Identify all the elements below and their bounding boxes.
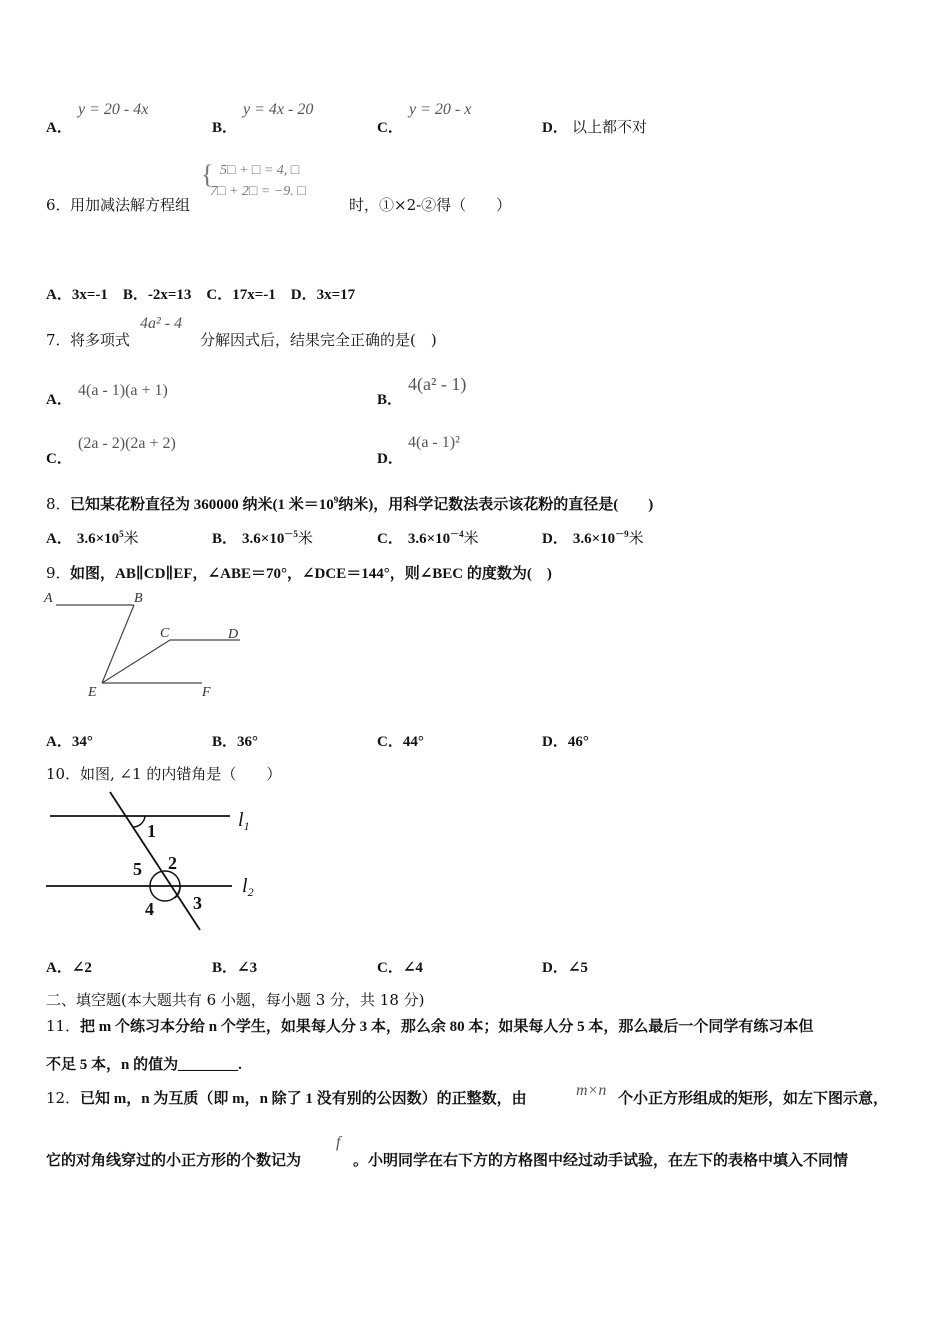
q7-option-c-label: C． <box>46 451 72 467</box>
q7-option-d-label: D． <box>377 451 403 467</box>
q12-line-2-post: 。小明同学在右下方的方格图中经过动手试验，在左下的表格中填入不同情 <box>353 1153 849 1169</box>
q6-stem-pre: 用加减法解方程组 <box>70 196 191 214</box>
angle-label-5: 5 <box>133 859 142 879</box>
q5-option-d-label: D． <box>542 120 568 136</box>
angle-1-arc <box>133 816 145 827</box>
q7-option-b-expr: 4(a² - 1) <box>408 374 467 394</box>
q7-option-c-expr: (2a - 2)(2a + 2) <box>78 435 176 452</box>
q11-line-2: 不足 5 本，n 的值为________. <box>46 1057 242 1073</box>
line-label-l2: $l_2$ <box>242 875 254 899</box>
q5-option-d-text: 以上都不对 <box>572 118 648 136</box>
q11-number: 11． <box>46 1017 81 1035</box>
line-be <box>102 605 134 683</box>
label-c: C <box>160 626 170 641</box>
transversal <box>110 792 200 930</box>
q5-option-c-expr: y = 20 - x <box>409 101 472 118</box>
q9-option-a: A．34° <box>46 734 93 750</box>
q8-option-d: D． $3.6\times 10^{-9}$米 <box>542 529 644 547</box>
q9-option-c: C．44° <box>377 734 424 750</box>
section-2-heading: 二、填空题(本大题共有 6 小题，每小题 3 分，共 18 分) <box>46 991 425 1009</box>
q11-line-1: 把 m 个练习本分给 n 个学生，如果每人分 3 本，那么余 80 本；如果每人分 5 本，那么最后一个同学有练习本但 <box>80 1019 814 1035</box>
q7-stem-post: 分解因式后，结果完全正确的是( ) <box>200 331 437 349</box>
q7-option-d-expr: 4(a - 1)² <box>408 434 460 451</box>
q5-option-a-label: A． <box>46 120 72 136</box>
q6-number: 6． <box>46 196 71 214</box>
q6-equation-2: 7□ + 2□ = −9. □ <box>210 184 306 199</box>
q10-option-b: B．∠3 <box>212 960 258 976</box>
q8-number: 8． <box>46 495 71 513</box>
q9-option-b: B．36° <box>212 734 259 750</box>
label-d: D <box>228 627 239 642</box>
angle-label-1: 1 <box>147 821 156 841</box>
q7-number: 7． <box>46 331 71 349</box>
q7-expression: 4a² - 4 <box>140 315 183 332</box>
angle-label-4: 4 <box>145 899 154 919</box>
q8-option-c: C． $3.6\times 10^{-4}$米 <box>377 529 479 547</box>
q8-option-b: B． $3.6\times 10^{-5}$米 <box>212 529 313 547</box>
q10-option-d: D．∠5 <box>542 960 588 976</box>
q6-equation-1: 5□ + □ = 4, □ <box>220 163 300 178</box>
q9-figure <box>40 588 250 703</box>
q12-line-2-pre: 它的对角线穿过的小正方形的个数记为 <box>46 1153 302 1169</box>
q6-brace: { <box>201 160 214 189</box>
q10-option-a: A．∠2 <box>46 960 92 976</box>
label-a: A <box>44 591 53 606</box>
q10-number: 10． <box>46 765 81 783</box>
q9-stem: 如图，AB∥CD∥EF，∠ABE＝70°，∠DCE＝144°，则∠BEC 的度数为( ) <box>70 566 552 582</box>
q12-line-1-post: 个小正方形组成的矩形，如左下图示意， <box>618 1091 889 1107</box>
angle-label-3: 3 <box>193 893 202 913</box>
q6-options: A．3x=-1 B．-2x=13 C．17x=-1 D．3x=17 <box>46 287 356 303</box>
q12-number: 12． <box>46 1089 81 1107</box>
label-e: E <box>88 685 97 700</box>
q10-option-c: C．∠4 <box>377 960 423 976</box>
q7-stem-pre: 将多项式 <box>70 331 131 349</box>
q12-f: f <box>336 1134 341 1151</box>
q9-number: 9． <box>46 564 71 582</box>
q5-option-b-expr: y = 4x - 20 <box>243 101 314 118</box>
label-b: B <box>134 591 143 606</box>
angle-label-2: 2 <box>168 853 177 873</box>
q5-option-b-label: B． <box>212 120 238 136</box>
q9-option-d: D．46° <box>542 734 589 750</box>
line-ec <box>102 640 170 683</box>
q7-option-b-label: B． <box>377 392 403 408</box>
line-label-l1: $l_1$ <box>238 809 250 833</box>
q5-option-a-expr: y = 20 - 4x <box>78 101 149 118</box>
q8-option-a: A． $3.6\times 10^5$米 <box>46 529 139 547</box>
q6-stem-post: 时，①×2-②得（ ） <box>349 196 512 214</box>
q10-figure <box>44 790 269 935</box>
q12-m-times-n: m×n <box>576 1082 607 1099</box>
q12-line-1-pre: 已知 m，n 为互质（即 m，n 除了 1 没有别的公因数）的正整数，由 <box>80 1091 527 1107</box>
q7-option-a-label: A． <box>46 392 72 408</box>
label-f: F <box>202 685 211 700</box>
q7-option-a-expr: 4(a - 1)(a + 1) <box>78 382 168 399</box>
q8-stem: 已知某花粉直径为 360000 纳米(1 米$=10^9$纳米)，用科学记数法表示该花粉的直径是( ) <box>70 495 654 513</box>
q10-stem: 如图, ∠1 的内错角是（ ） <box>80 765 282 783</box>
q5-option-c-label: C． <box>377 120 403 136</box>
